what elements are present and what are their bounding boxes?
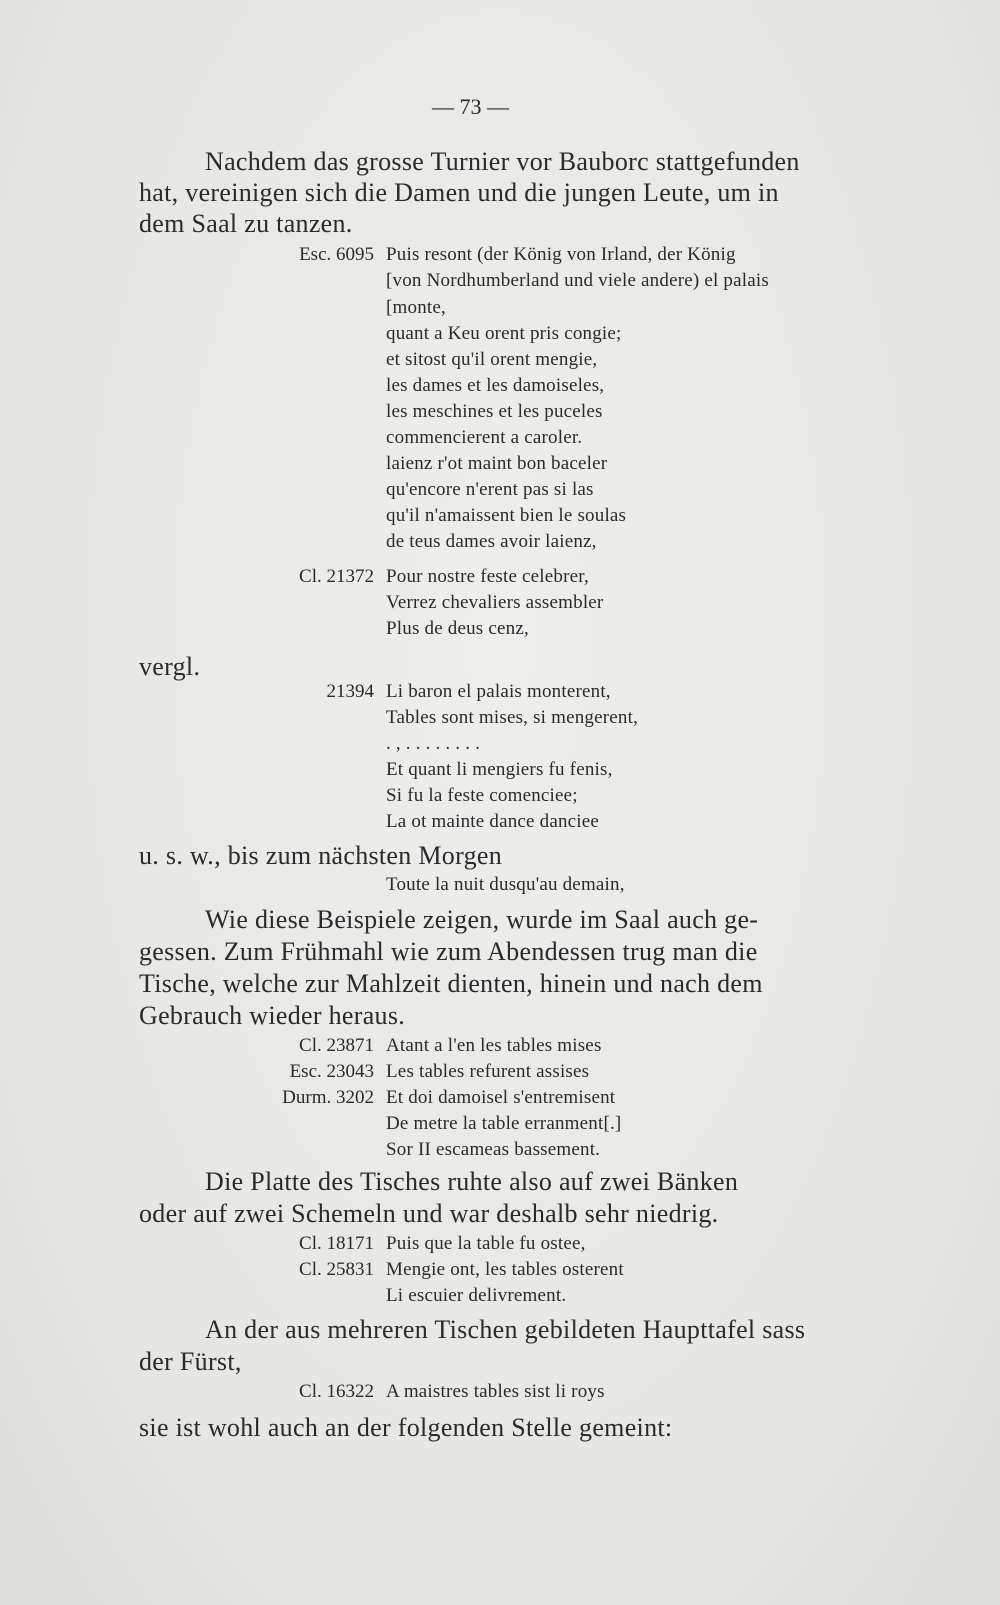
- prose-line: oder auf zwei Schemeln und war deshalb sehr niedrig.: [139, 1199, 719, 1228]
- verse-line: commencierent a caroler.: [386, 427, 583, 448]
- verse-reference: Esc. 23043: [289, 1061, 374, 1082]
- verse-line: qu'il n'amaissent bien le soulas: [386, 505, 627, 526]
- prose-line: dem Saal zu tanzen.: [139, 209, 353, 238]
- verse-line: Mengie ont, les tables osterent: [386, 1259, 624, 1280]
- verse-line: Verrez chevaliers assembler: [386, 592, 604, 613]
- verse-line: La ot mainte dance danciee: [386, 811, 600, 832]
- verse-line: laienz r'ot maint bon baceler: [386, 453, 608, 474]
- verse-line: Les tables refurent assises: [386, 1061, 590, 1082]
- verse-line: Li baron el palais monterent,: [386, 681, 611, 702]
- verse-line: qu'encore n'erent pas si las: [386, 479, 594, 500]
- page-number: — 73 —: [432, 94, 509, 119]
- prose-line: hat, vereinigen sich die Damen und die jungen Leute, um in: [139, 178, 779, 207]
- verse-line: et sitost qu'il orent mengie,: [386, 349, 598, 370]
- prose-line: gessen. Zum Frühmahl wie zum Abendessen trug man die: [139, 937, 758, 966]
- verse-reference: Cl. 16322: [299, 1381, 374, 1402]
- verse-line: Et doi damoisel s'entremisent: [386, 1087, 616, 1108]
- verse-line: [monte,: [386, 297, 446, 318]
- verse-reference: Cl. 21372: [299, 566, 374, 587]
- verse-line: les meschines et les puceles: [386, 401, 603, 422]
- verse-line: Toute la nuit dusqu'au demain,: [386, 874, 625, 895]
- verse-line: . , . . . . . . . .: [386, 733, 481, 754]
- verse-line: Pour nostre feste celebrer,: [386, 566, 589, 587]
- prose-line: sie ist wohl auch an der folgenden Stelle gemeint:: [139, 1413, 673, 1442]
- verse-reference: Durm. 3202: [282, 1087, 374, 1108]
- verse-reference: Cl. 23871: [299, 1035, 374, 1056]
- prose-line: u. s. w., bis zum nächsten Morgen: [139, 841, 503, 870]
- verse-line: [von Nordhumberland und viele andere) el palais: [386, 270, 769, 291]
- prose-line: vergl.: [139, 652, 201, 681]
- verse-line: A maistres tables sist li roys: [386, 1381, 605, 1402]
- verse-line: Plus de deus cenz,: [386, 618, 529, 639]
- verse-line: les dames et les damoiseles,: [386, 375, 605, 396]
- verse-line: quant a Keu orent pris congie;: [386, 323, 622, 344]
- verse-line: Puis resont (der König von Irland, der König: [386, 244, 736, 265]
- prose-line: An der aus mehreren Tischen gebildeten Haupttafel sass: [205, 1315, 806, 1344]
- verse-line: Et quant li mengiers fu fenis,: [386, 759, 613, 780]
- verse-line: de teus dames avoir laienz,: [386, 531, 597, 552]
- verse-reference: Cl. 18171: [299, 1233, 374, 1254]
- verse-line: Sor II escameas bassement.: [386, 1139, 601, 1160]
- prose-line: Wie diese Beispiele zeigen, wurde im Saal auch ge-: [205, 905, 759, 934]
- prose-line: Gebrauch wieder heraus.: [139, 1001, 406, 1030]
- verse-line: De metre la table erranment[.]: [386, 1113, 622, 1134]
- prose-line: Die Platte des Tisches ruhte also auf zwei Bänken: [205, 1167, 739, 1196]
- verse-line: Li escuier delivrement.: [386, 1285, 567, 1306]
- prose-line: Nachdem das grosse Turnier vor Bauborc stattgefunden: [205, 147, 800, 176]
- prose-line: Tische, welche zur Mahlzeit dienten, hinein und nach dem: [139, 969, 763, 998]
- verse-line: Si fu la feste comenciee;: [386, 785, 578, 806]
- verse-line: Atant a l'en les tables mises: [386, 1035, 602, 1056]
- prose-line: der Fürst,: [139, 1347, 242, 1376]
- verse-reference: Esc. 6095: [299, 244, 374, 265]
- verse-line: Puis que la table fu ostee,: [386, 1233, 586, 1254]
- verse-line: Tables sont mises, si mengerent,: [386, 707, 639, 728]
- verse-reference: Cl. 25831: [299, 1259, 374, 1280]
- verse-reference: 21394: [326, 681, 374, 702]
